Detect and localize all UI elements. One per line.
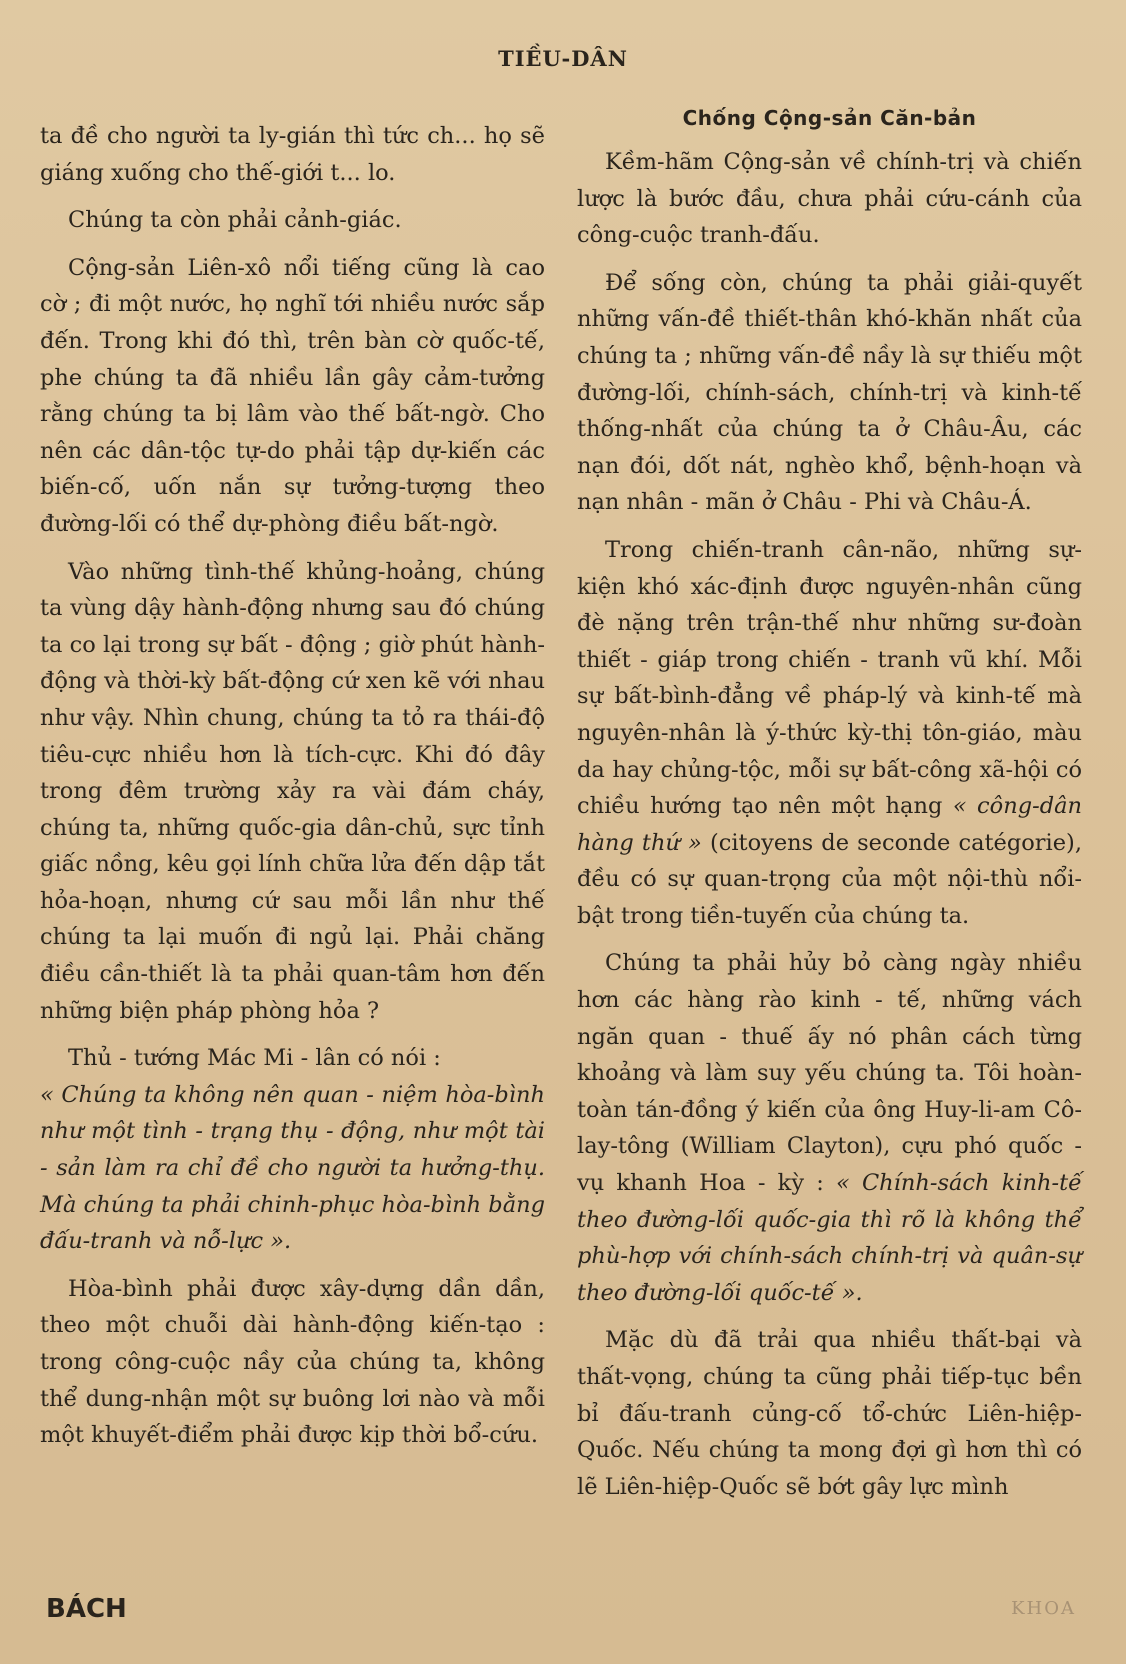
footer-magazine-name: BÁCH — [46, 1594, 127, 1624]
right-paragraph-3-text-a: Trong chiến-tranh cân-não, những sự-kiện khó xác-định được nguyên-nhân cũng đè nặng trên trận-thế như những sư-đoàn thiết - giáp trong chiến - tranh vũ khí. Mỗi sự bất-bình-đẳng về pháp-lý và kinh-tế mà nguyên-nhân là ý-thức kỳ-thị tôn-giáo, màu da hay chủng-tộc, mỗi sự bất-công xã-hội có chiều hướng tạo nên một hạng — [577, 536, 1082, 820]
right-column — [577, 100, 1082, 1505]
running-head: TIỀU-DÂN — [498, 46, 628, 71]
left-paragraph-4: Vào những tình-thế khủng-hoảng, chúng ta vùng dậy hành-động nhưng sau đó chúng ta co lại trong sự bất - động ; giờ phút hành-động và thời-kỳ bất-động cứ xen kẽ với nhau như vậy. Nhìn chung, chúng ta tỏ ra thái-độ tiêu-cực nhiều hơn là tích-cực. Khi đó đây trong đêm trường xảy ra vài đám cháy, chúng ta, những quốc-gia dân-chủ, sực tỉnh giấc nồng, kêu gọi lính chữa lửa đến dập tắt hỏa-hoạn, nhưng cứ sau mỗi lần như thế chúng ta lại muốn đi ngủ lại. Phải chăng điều cần-thiết là ta phải quan-tâm hơn đến những biện pháp phòng hỏa ? — [40, 558, 545, 1024]
right-paragraph-4-text-a: Chúng ta phải hủy bỏ càng ngày nhiều hơn các hàng rào kinh - tế, những vách ngăn quan - thuế ấy nó phân cách từng khoảng và làm suy yếu chúng ta. Tôi hoàn-toàn tán-đồng ý kiến của ông Huy-li-am Cô-lay-tông (William Clayton), cựu phó quốc - vụ khanh Hoa - kỳ : — [577, 950, 1082, 1197]
right-paragraph-3-emphasis: « công-dân hàng thứ » — [577, 793, 1083, 856]
left-paragraph-5: Thủ - tướng Mác Mi - lân có nói : — [68, 1045, 441, 1072]
right-paragraph-3-text-b: (citoyens de seconde catégorie), đều có sự quan-trọng của một nội-thù nổi-bật trong tiền-tuyến của chúng ta. — [577, 829, 1082, 929]
right-paragraph-4 — [577, 945, 1082, 1311]
left-paragraph-7: Hòa-bình phải được xây-dựng dần dần, theo một chuỗi dài hành-động kiến-tạo : trong công-cuộc nầy của chúng ta, không thể dung-nhận một sự buông lơi nào và mỗi một khuyết-điểm phải được kịp thời bổ-cứu. — [40, 1275, 545, 1449]
right-paragraph-5: Mặc dù đã trải qua nhiều thất-bại và thất-vọng, chúng ta cũng phải tiếp-tục bền bỉ đấu-tranh củng-cố tổ-chức Liên-hiệp-Quốc. Nếu chúng ta mong đợi gì hơn thì có lẽ Liên-hiệp-Quốc sẽ bớt gây lực mình — [577, 1327, 1082, 1500]
section-heading: Chống Cộng-sản Căn-bản — [682, 106, 977, 130]
left-paragraph-2: Chúng ta còn phải cảnh-giác. — [68, 207, 402, 234]
right-paragraph-4-quote: « Chính-sách kinh-tế theo đường-lối quốc-gia thì rõ là không thể phù-hợp với chính-sách chính-trị và quân-sự theo đường-lối quốc-tế ». — [577, 1170, 1082, 1306]
right-paragraph-2: Để sống còn, chúng ta phải giải-quyết những vấn-đề thiết-thân khó-khăn nhất của chúng ta ; những vấn-đề nầy là sự thiếu một đường-lối, chính-sách, chính-trị và kinh-tế thống-nhất của chúng ta ở Châu-Âu, các nạn đói, dốt nát, nghèo khổ, bệnh-hoạn và nạn nhân - mãn ở Châu - Phi và Châu-Á. — [577, 269, 1082, 516]
left-column — [40, 118, 545, 1454]
left-quote: « Chúng ta không nên quan - niệm hòa-bình như một tình - trạng thụ - động, như một tài - sản làm ra chỉ đề cho người ta hưởng-thụ. Mà chúng ta phải chinh-phục hòa-bình bằng đấu-tranh và nỗ-lực ». — [40, 1081, 546, 1255]
right-paragraph-3 — [577, 532, 1082, 935]
left-paragraph-1: ta đề cho người ta ly-gián thì tức ch... họ sẽ giáng xuống cho thế-giới t... lo. — [40, 123, 545, 186]
right-paragraph-1: Kềm-hãm Cộng-sản về chính-trị và chiến lược là bước đầu, chưa phải cứu-cánh của công-cuộc tranh-đấu. — [577, 149, 1082, 249]
left-paragraph-3: Cộng-sản Liên-xô nổi tiếng cũng là cao cờ ; đi một nước, họ nghĩ tới nhiều nước sắp đến. Trong khi đó thì, trên bàn cờ quốc-tế, phe chúng ta đã nhiều lần gây cảm-tưởng rằng chúng ta bị lâm vào thế bất-ngờ. Cho nên các dân-tộc tự-do phải tập dự-kiến các biến-cố, uốn nắn sự tưởng-tượng theo đường-lối có thể dự-phòng điều bất-ngờ. — [40, 254, 545, 537]
footer-magazine-name-continued: KHOA — [1011, 1598, 1076, 1619]
